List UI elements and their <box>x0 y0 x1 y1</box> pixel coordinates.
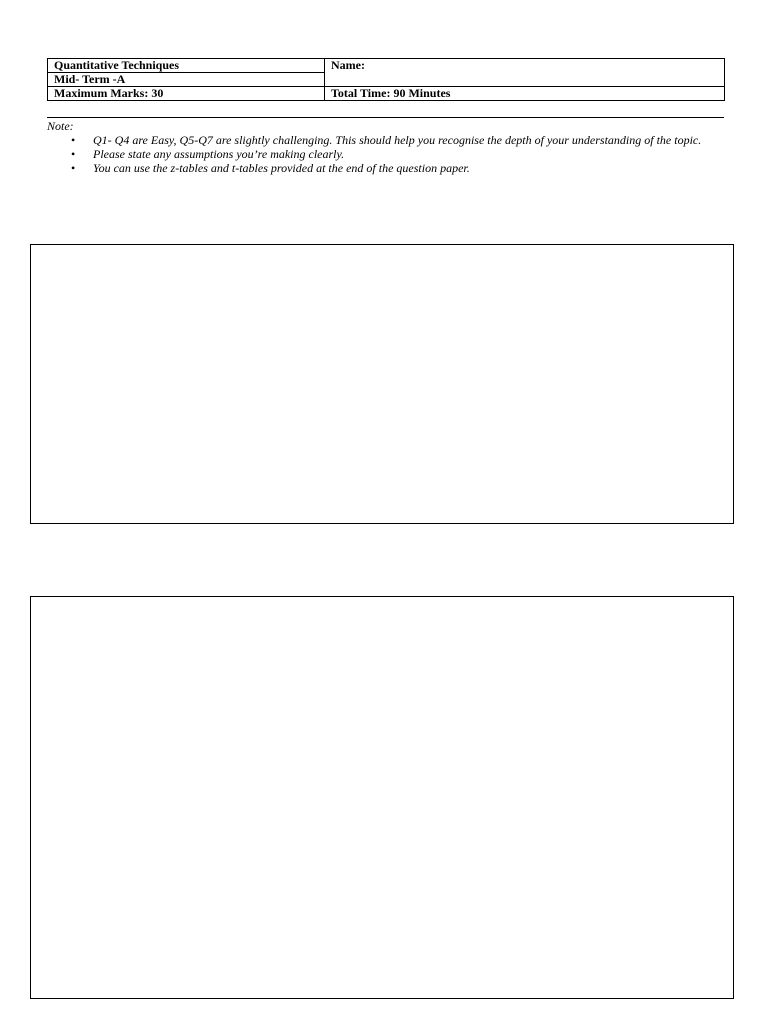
course-title: Quantitative Techniques <box>48 59 325 73</box>
note-item-text: Q1- Q4 are Easy, Q5-Q7 are slightly challenging. This should help you recognise the depth of your understanding of the topic. <box>93 133 702 147</box>
note-divider <box>47 117 724 118</box>
note-item <box>47 161 727 175</box>
name-field-label: Name: <box>325 59 725 87</box>
answer-box-2 <box>30 596 734 999</box>
exam-title: Mid- Term -A <box>48 73 325 87</box>
bullet-icon: • <box>71 161 76 175</box>
note-label: Note: <box>47 119 74 133</box>
note-item <box>47 133 727 147</box>
note-item-text: Please state any assumptions you’re making clearly. <box>93 147 345 161</box>
bullet-icon: • <box>71 133 76 147</box>
note-section <box>47 119 727 175</box>
note-item <box>47 147 727 161</box>
maximum-marks: Maximum Marks: 30 <box>48 87 325 101</box>
note-list <box>47 133 727 175</box>
exam-header-table <box>47 58 725 101</box>
total-time: Total Time: 90 Minutes <box>325 87 725 101</box>
note-item-text: You can use the z-tables and t-tables provided at the end of the question paper. <box>93 161 470 175</box>
answer-box-1 <box>30 244 734 524</box>
bullet-icon: • <box>71 147 76 161</box>
